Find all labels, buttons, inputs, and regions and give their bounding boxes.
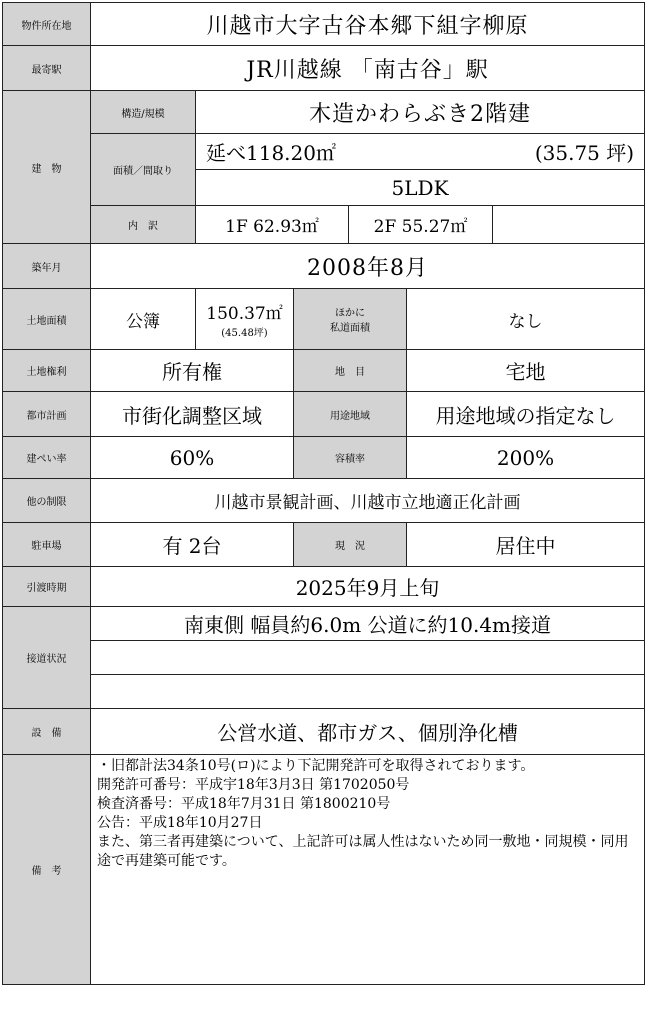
far-label: 容積率 xyxy=(294,437,407,479)
road-label: 接道状況 xyxy=(3,607,91,709)
property-info-table xyxy=(2,2,645,985)
city-plan-value: 市街化調整区域 xyxy=(91,392,294,437)
handover-value: 2025年9月上旬 xyxy=(91,567,645,607)
structure-label: 構造/規模 xyxy=(91,91,196,134)
remarks-line: 開発許可番号：平成宇18年3月3日 第1702050号 xyxy=(97,777,410,793)
remarks-line: 公告：平成18年10月27日 xyxy=(97,815,263,831)
parking-label: 駐車場 xyxy=(3,523,91,567)
handover-label: 引渡時期 xyxy=(3,567,91,607)
land-area-label: 土地面積 xyxy=(3,289,91,350)
status-label: 現 況 xyxy=(294,523,407,567)
remarks-line: ・旧都計法34条10号(ロ)により下記開発許可を取得されております。 xyxy=(97,758,535,774)
structure-value: 木造かわらぶき2階建 xyxy=(196,91,645,134)
restrictions-label: 他の制限 xyxy=(3,479,91,523)
land-area-value: 150.37㎡ xyxy=(206,304,283,324)
area-tsubo: (35.75 坪) xyxy=(534,141,635,165)
land-area-cell xyxy=(196,289,294,350)
building-label: 建 物 xyxy=(3,91,91,244)
station-value: JR川越線 「南古谷」駅 xyxy=(91,46,645,91)
land-rights-label: 土地権利 xyxy=(3,350,91,392)
facilities-label: 設 備 xyxy=(3,709,91,755)
road-line1: 南東側 幅員約6.0m 公道に約10.4m接道 xyxy=(91,607,645,641)
land-area-tsubo: (45.48坪) xyxy=(221,328,268,339)
private-road-value: なし xyxy=(407,289,645,350)
private-road-label: ほかに 私道面積 xyxy=(294,289,407,350)
land-category-value: 宅地 xyxy=(407,350,645,392)
land-rights-value: 所有権 xyxy=(91,350,294,392)
parking-value: 有 2台 xyxy=(91,523,294,567)
road-line2 xyxy=(91,641,645,675)
remarks-line: また、第三者再建築について、上記許可は属人性はないため同一敷地・同規模・同用途で再建築可能です。 xyxy=(97,834,629,869)
zone-label: 用途地域 xyxy=(294,392,407,437)
restrictions-value: 川越市景観計画、川越市立地適正化計画 xyxy=(91,479,645,523)
floor1-value: 1F 62.93㎡ xyxy=(196,206,349,244)
road-line3 xyxy=(91,675,645,709)
area-row xyxy=(196,134,645,170)
area-value: 延べ118.20㎡ xyxy=(206,141,336,165)
status-value: 居住中 xyxy=(407,523,645,567)
floor2-value: 2F 55.27㎡ xyxy=(349,206,493,244)
coverage-label: 建ぺい率 xyxy=(3,437,91,479)
far-value: 200% xyxy=(407,437,645,479)
layout-value: 5LDK xyxy=(196,170,645,206)
zone-value: 用途地域の指定なし xyxy=(407,392,645,437)
land-category-label: 地 目 xyxy=(294,350,407,392)
city-plan-label: 都市計画 xyxy=(3,392,91,437)
remarks-label: 備 考 xyxy=(3,755,91,985)
remarks-value xyxy=(91,755,645,985)
land-area-kind: 公簿 xyxy=(91,289,196,350)
breakdown-label: 内 訳 xyxy=(91,206,196,244)
facilities-value: 公営水道、都市ガス、個別浄化槽 xyxy=(91,709,645,755)
breakdown-blank xyxy=(493,206,645,244)
location-value: 川越市大字古谷本郷下組字柳原 xyxy=(91,3,645,46)
station-label: 最寄駅 xyxy=(3,46,91,91)
coverage-value: 60% xyxy=(91,437,294,479)
area-label: 面積／間取り xyxy=(91,134,196,206)
location-label: 物件所在地 xyxy=(3,3,91,46)
built-value: 2008年8月 xyxy=(91,244,645,289)
remarks-line: 検査済番号：平成18年7月31日 第1800210号 xyxy=(97,796,391,812)
built-label: 築年月 xyxy=(3,244,91,289)
